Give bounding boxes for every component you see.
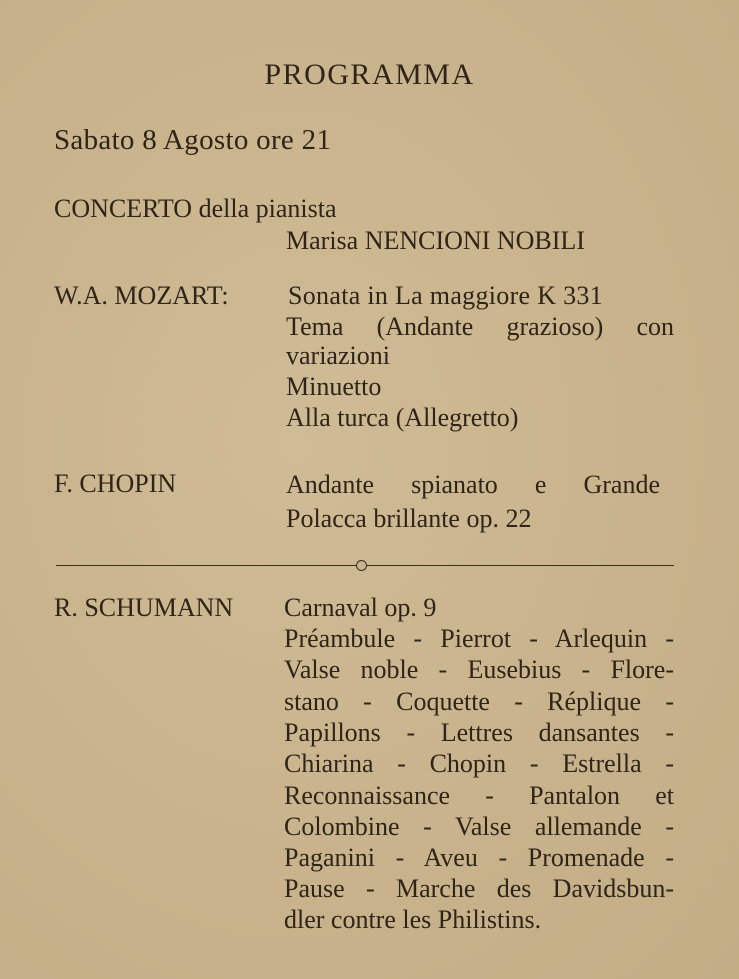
concert-intro: CONCERTO della pianista xyxy=(54,194,337,223)
schumann-piece-line: Paganini - Aveu - Promenade - xyxy=(284,843,674,872)
program-heading: PROGRAMMA xyxy=(264,58,475,91)
concert-date: Sabato 8 Agosto ore 21 xyxy=(54,124,332,156)
mozart-piece-line: Minuetto xyxy=(286,372,382,401)
performer-name: Marisa NENCIONI NOBILI xyxy=(286,226,585,255)
mozart-piece-line: variazioni xyxy=(286,341,390,370)
schumann-piece-line: Valse noble - Eusebius - Flore- xyxy=(284,655,674,684)
composer-schumann: R. SCHUMANN xyxy=(54,593,234,622)
chopin-piece-line: Polacca brillante op. 22 xyxy=(286,504,532,533)
composer-chopin: F. CHOPIN xyxy=(54,469,177,498)
schumann-piece-line: Carnaval op. 9 xyxy=(284,593,437,622)
schumann-piece-line: Pause - Marche des Davidsbun- xyxy=(284,874,674,903)
schumann-piece-line: dler contre les Philistins. xyxy=(284,905,542,934)
mozart-piece-line: Alla turca (Allegretto) xyxy=(286,403,519,432)
schumann-piece-line: Chiarina - Chopin - Estrella - xyxy=(284,749,674,778)
mozart-piece-line: Sonata in La maggiore K 331 xyxy=(288,281,603,310)
schumann-piece-line: Papillons - Lettres dansantes - xyxy=(284,718,674,747)
composer-mozart: W.A. MOZART: xyxy=(54,281,229,310)
schumann-piece-line: Colombine - Valse allemande - xyxy=(284,812,674,841)
divider-rule xyxy=(56,560,674,572)
chopin-piece-line: Andante spianato e Grande xyxy=(286,470,660,499)
divider-ornament xyxy=(356,560,367,571)
schumann-piece-line: stano - Coquette - Réplique - xyxy=(284,687,674,716)
schumann-piece-line: Reconnaissance - Pantalon et xyxy=(284,781,674,810)
schumann-piece-line: Préambule - Pierrot - Arlequin - xyxy=(284,624,674,653)
mozart-piece-line: Tema (Andante grazioso) con xyxy=(286,312,674,341)
